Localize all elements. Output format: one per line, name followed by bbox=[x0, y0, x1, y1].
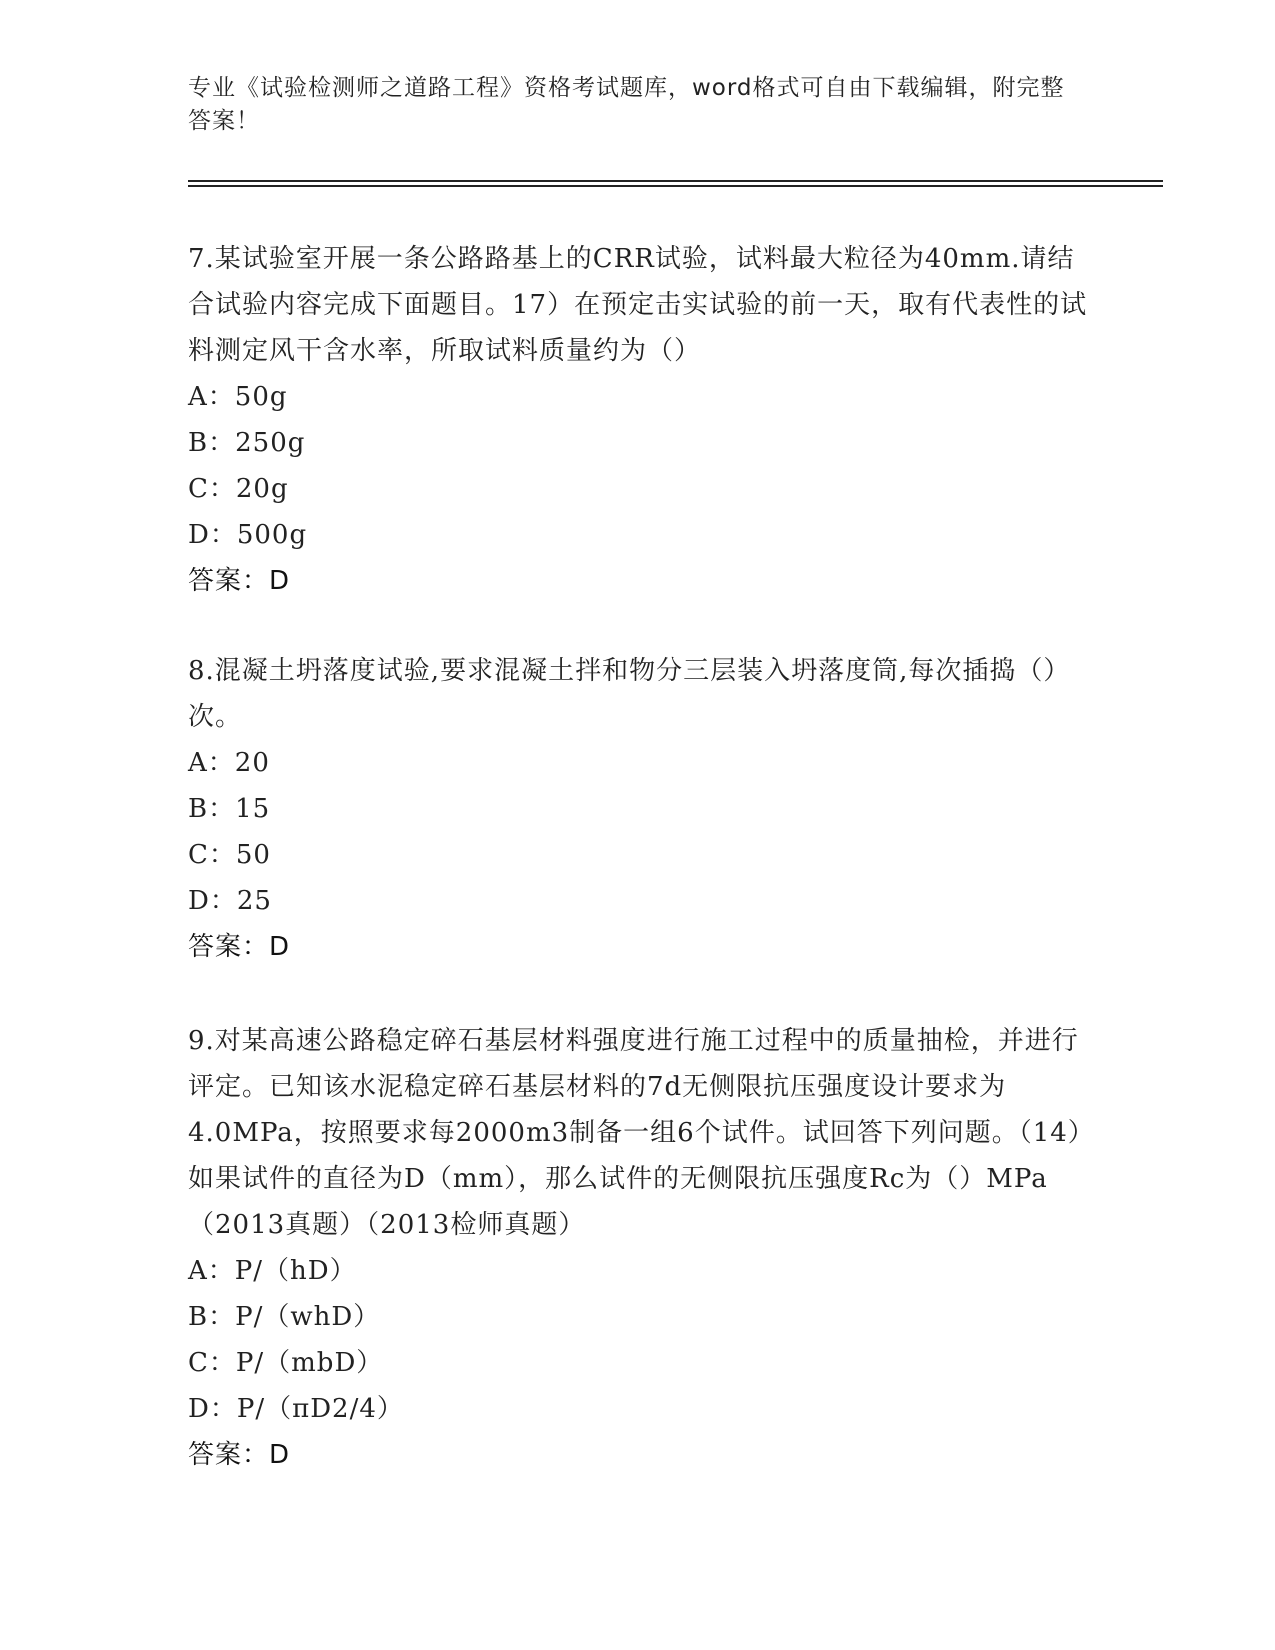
option-c: C：P/（mbD） bbox=[188, 1348, 384, 1378]
question-stem: 9.对某高速公路稳定碎石基层材料强度进行施工过程中的质量抽检，并进行评定。已知该水泥稳定碎石基层材料的7d无侧限抗压强度设计要求为4.0MPa，按照要求每2000m3制备一组6个试件。试回答下列问题。（14）如果试件的直径为D（mm），那么试件的无侧限抗压强度Rc为（）MPa（2013真题）（2013检师真题） bbox=[188, 1026, 1082, 1240]
answer: 答案：D bbox=[188, 1440, 291, 1470]
option-b: B：250g bbox=[188, 428, 306, 458]
option-a: A：50g bbox=[188, 382, 288, 412]
option-a: A：20 bbox=[188, 748, 270, 778]
question-9 bbox=[188, 1018, 1088, 1478]
option-c: C：20g bbox=[188, 474, 289, 504]
question-stem: 7.某试验室开展一条公路路基上的CRR试验，试料最大粒径为40mm.请结合试验内容完成下面题目。17）在预定击实试验的前一天，取有代表性的试料测定风干含水率，所取试料质量约为（） bbox=[188, 244, 1088, 366]
option-d: D：25 bbox=[188, 886, 272, 916]
answer: 答案：D bbox=[188, 932, 291, 962]
question-stem: 8.混凝土坍落度试验,要求混凝土拌和物分三层装入坍落度筒,每次插捣（）次。 bbox=[188, 656, 1071, 732]
answer: 答案：D bbox=[188, 566, 291, 596]
option-b: B：P/（whD） bbox=[188, 1302, 381, 1332]
option-d: D：P/（πD2/4） bbox=[188, 1394, 404, 1424]
header-divider-bottom bbox=[188, 185, 1163, 187]
header-divider-top bbox=[188, 180, 1163, 182]
option-d: D：500g bbox=[188, 520, 308, 550]
option-a: A：P/（hD） bbox=[188, 1256, 357, 1286]
question-7 bbox=[188, 236, 1088, 604]
header-note: 专业《试验检测师之道路工程》资格考试题库，word格式可自由下载编辑，附完整答案！ bbox=[188, 75, 1065, 134]
question-8 bbox=[188, 648, 1088, 970]
option-b: B：15 bbox=[188, 794, 271, 824]
option-c: C：50 bbox=[188, 840, 271, 870]
